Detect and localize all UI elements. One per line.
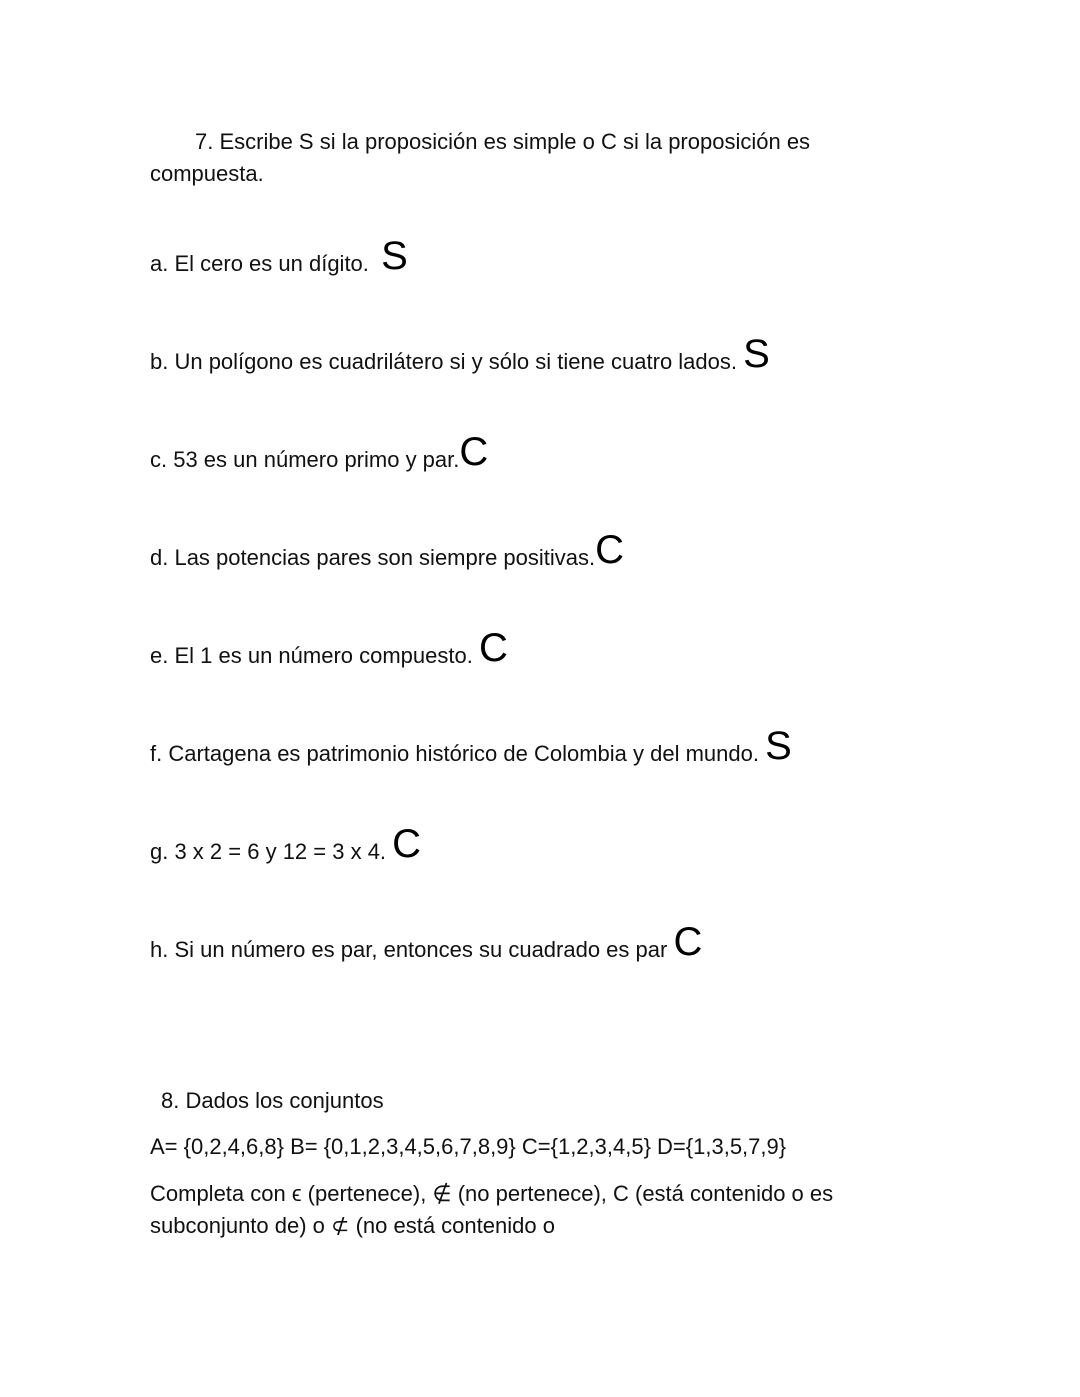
item-b-answer: S xyxy=(743,332,770,376)
item-f xyxy=(150,724,792,769)
item-a-text: a. El cero es un dígito. xyxy=(150,251,369,276)
item-e xyxy=(150,626,508,671)
question-7-title: 7. Escribe S si la proposición es simple o C si la proposición es compuesta. xyxy=(150,129,811,186)
item-b-text: b. Un polígono es cuadrilátero si y sólo si tiene cuatro lados. xyxy=(150,349,737,374)
item-b xyxy=(150,332,770,377)
item-h xyxy=(150,920,703,965)
item-f-answer: S xyxy=(765,724,792,768)
item-h-answer: C xyxy=(673,920,703,964)
item-f-text: f. Cartagena es patrimonio histórico de Colombia y del mundo. xyxy=(150,741,759,766)
item-d-text: d. Las potencias pares son siempre positivas. xyxy=(150,545,596,570)
item-c-text: c. 53 es un número primo y par. xyxy=(150,447,460,472)
item-e-text: e. El 1 es un número compuesto. xyxy=(150,643,473,668)
item-g xyxy=(150,822,422,867)
question-8-title: 8. Dados los conjuntos xyxy=(161,1088,384,1113)
item-a-answer: S xyxy=(381,234,408,278)
item-g-answer: C xyxy=(392,822,422,866)
item-c-answer: C xyxy=(459,430,489,474)
item-a xyxy=(150,234,408,279)
item-d xyxy=(150,528,625,573)
question-8-sets: A= {0,2,4,6,8} B= {0,1,2,3,4,5,6,7,8,9} C={1,2,3,4,5} D={1,3,5,7,9} xyxy=(150,1134,787,1159)
item-c xyxy=(150,430,489,475)
item-d-answer: C xyxy=(595,528,625,572)
item-h-text: h. Si un número es par, entonces su cuadrado es par xyxy=(150,937,668,962)
item-e-answer: C xyxy=(478,626,508,670)
question-8-instructions: Completa con ϵ (pertenece), ∉ (no pertenece), C (está contenido o es subconjunto de) o ⊄ (no está contenido o xyxy=(150,1181,834,1238)
item-g-text: g. 3 x 2 = 6 y 12 = 3 x 4. xyxy=(150,839,387,864)
